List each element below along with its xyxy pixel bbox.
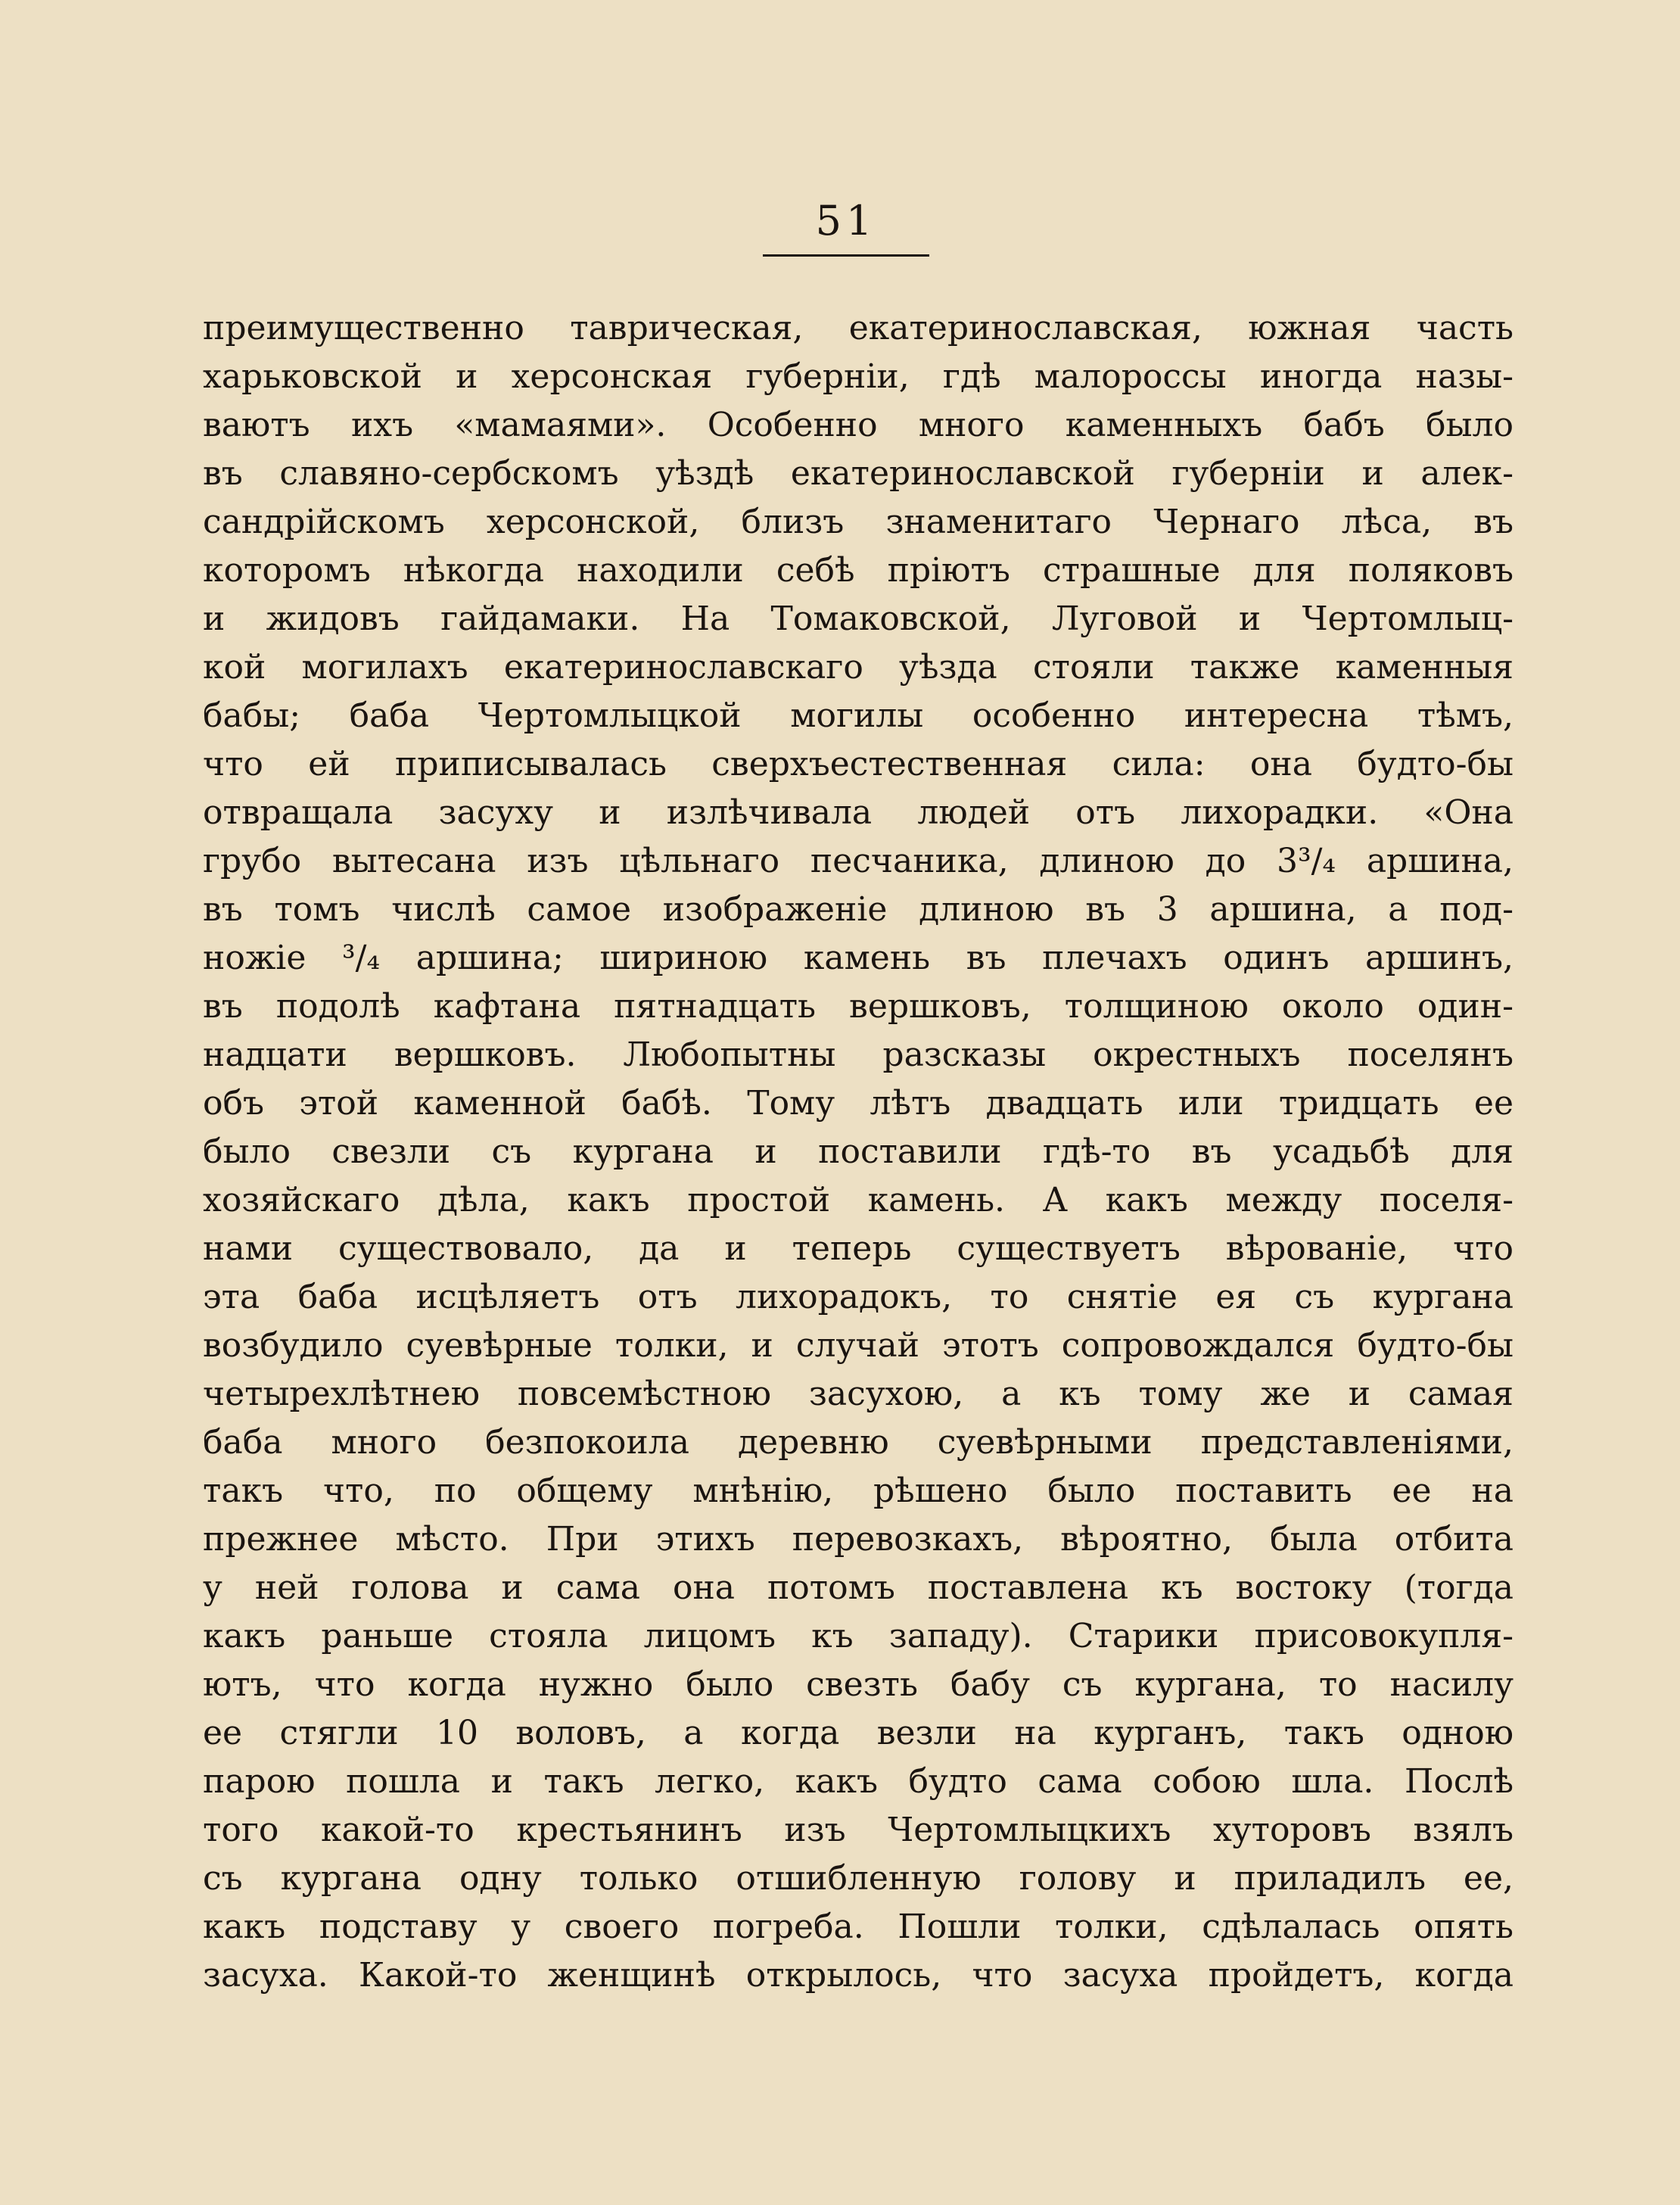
- text-line: въ томъ числѣ самое изображеніе длиною въ 3 аршина, а под-: [203, 890, 1514, 929]
- text-line: съ кургана одну только отшибленную голову и приладилъ ее,: [203, 1859, 1514, 1898]
- page-number: 51: [815, 197, 877, 244]
- text-line: ножіе ³/₄ аршина; шириною камень въ плечахъ одинъ аршинъ,: [203, 939, 1514, 977]
- text-line: прежнее мѣсто. При этихъ перевозкахъ, вѣроятно, была отбита: [203, 1520, 1514, 1559]
- text-line: которомъ нѣкогда находили себѣ пріютъ страшные для поляковъ: [203, 551, 1514, 590]
- text-line: ютъ, что когда нужно было свезть бабу съ кургана, то насилу: [203, 1665, 1514, 1704]
- text-line: четырехлѣтнею повсемѣстною засухою, а къ тому же и самая: [203, 1375, 1514, 1413]
- text-line: было свезли съ кургана и поставили гдѣ-то въ усадьбѣ для: [203, 1132, 1514, 1171]
- text-line: отвращала засуху и излѣчивала людей отъ лихорадки. «Она: [203, 793, 1514, 832]
- body-text: [203, 304, 1514, 2000]
- text-line: эта баба исцѣляетъ отъ лихорадокъ, то снятіе ея съ кургана: [203, 1278, 1514, 1316]
- text-line: того какой-то крестьянинъ изъ Чертомлыцкихъ хуторовъ взялъ: [203, 1811, 1514, 1849]
- text-line: возбудило суевѣрные толки, и случай этотъ сопровождался будто-бы: [203, 1326, 1514, 1365]
- text-line: какъ раньше стояла лицомъ къ западу). Старики присовокупля-: [203, 1617, 1514, 1655]
- text-line: ее стягли 10 воловъ, а когда везли на курганъ, такъ одною: [203, 1714, 1514, 1752]
- text-line: бабы; баба Чертомлыцкой могилы особенно интересна тѣмъ,: [203, 696, 1514, 735]
- text-line: нами существовало, да и теперь существуетъ вѣрованіе, что: [203, 1229, 1514, 1268]
- text-line: сандрійскомъ херсонской, близъ знаменитаго Чернаго лѣса, въ: [203, 503, 1514, 541]
- text-line: у ней голова и сама она потомъ поставлена къ востоку (тогда: [203, 1568, 1514, 1607]
- text-line: парою пошла и такъ легко, какъ будто сама собою шла. Послѣ: [203, 1762, 1514, 1801]
- text-line: баба много безпокоила деревню суевѣрными представленіями,: [203, 1423, 1514, 1462]
- text-line: грубо вытесана изъ цѣльнаго песчаника, длиною до 3³/₄ аршина,: [203, 842, 1514, 880]
- text-line: ваютъ ихъ «мамаями». Особенно много каменныхъ бабъ было: [203, 406, 1514, 444]
- text-line: какъ подставу у своего погреба. Пошли толки, сдѣлалась опять: [203, 1908, 1514, 1946]
- text-line: преимущественно таврическая, екатеринославская, южная часть: [203, 309, 1514, 347]
- text-line: объ этой каменной бабѣ. Тому лѣтъ двадцать или тридцать ее: [203, 1084, 1514, 1123]
- text-line: что ей приписывалась сверхъестественная сила: она будто-бы: [203, 745, 1514, 783]
- page-number-rule: [763, 254, 929, 257]
- text-line: такъ что, по общему мнѣнію, рѣшено было поставить ее на: [203, 1472, 1514, 1510]
- text-line: и жидовъ гайдамаки. На Томаковской, Луговой и Чертомлыц-: [203, 600, 1514, 638]
- text-line: въ подолѣ кафтана пятнадцать вершковъ, толщиною около один-: [203, 987, 1514, 1026]
- text-line: надцати вершковъ. Любопытны разсказы окрестныхъ поселянъ: [203, 1036, 1514, 1074]
- text-line: харьковской и херсонская губерніи, гдѣ малороссы иногда назы-: [203, 357, 1514, 396]
- text-line: въ славяно-сербскомъ уѣздѣ екатеринославской губерніи и алек-: [203, 454, 1514, 493]
- text-line: засуха. Какой-то женщинѣ открылось, что засуха пройдетъ, когда: [203, 1956, 1514, 1995]
- text-line: хозяйскаго дѣла, какъ простой камень. А какъ между поселя-: [203, 1181, 1514, 1219]
- text-line: кой могилахъ екатеринославскаго уѣзда стояли также каменныя: [203, 648, 1514, 687]
